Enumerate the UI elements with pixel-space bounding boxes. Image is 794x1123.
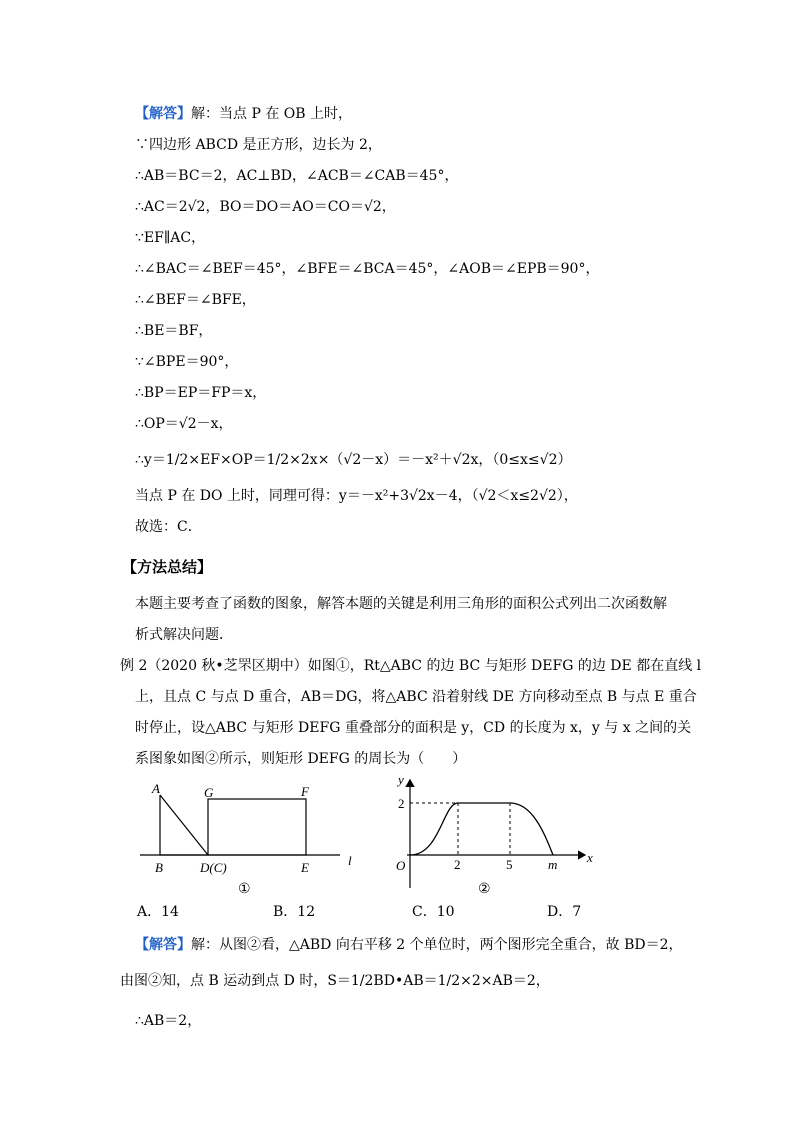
- example-line: 上，且点 C 与点 D 重合，AB＝DG，将△ABC 沿着射线 DE 方向移动至点 B 与点 E 重合: [135, 689, 697, 705]
- solution-line: ∴∠BAC＝∠BEF＝45°，∠BFE＝∠BCA＝45°，∠AOB＝∠EPB＝90°，: [135, 261, 600, 277]
- label-a: A: [152, 781, 160, 796]
- example-line: 系图象如图②所示，则矩形 DEFG 的周长为（ ）: [135, 751, 467, 767]
- label-dc: D(C): [200, 860, 227, 875]
- figure-2: [385, 770, 605, 900]
- triangle-abc: [160, 795, 208, 855]
- solution-2-line: [135, 935, 683, 955]
- solution-line: ∴AB＝BC＝2，AC⊥BD，∠ACB＝∠CAB＝45°，: [135, 168, 459, 184]
- figure-1: [130, 775, 370, 900]
- method-text: 本题主要考查了函数的图象，解答本题的关键是利用三角形的面积公式列出二次函数解: [135, 596, 667, 612]
- option-a: A．14: [137, 904, 179, 920]
- answer-tag: 【解答】: [135, 106, 191, 122]
- solution-2-line: ∴AB＝2，: [135, 1013, 202, 1029]
- solution-line: 故选：C．: [135, 519, 202, 535]
- label-l: l: [348, 853, 352, 868]
- figure-2-caption: ②: [478, 882, 491, 897]
- solution-line: ∴BP＝EP＝FP＝x，: [135, 385, 267, 401]
- solution-line: ∴OP＝√2－x，: [135, 416, 233, 432]
- option-b: B．12: [273, 904, 316, 920]
- option-c: C．10: [412, 904, 455, 920]
- rectangle-defg: [208, 799, 306, 855]
- tick-x-2: 2: [454, 857, 461, 872]
- solution-line: ∴AC＝2√2，BO＝DO＝AO＝CO＝√2，: [135, 199, 396, 215]
- solution-line: ∴∠BEF＝∠BFE，: [135, 292, 256, 308]
- axis-label-y: y: [398, 772, 404, 787]
- axis-label-x: x: [587, 850, 593, 865]
- label-b: B: [155, 860, 163, 875]
- formula-line: ∴y＝1/2×EF×OP＝1/2×2x×（√2－x）＝－x²＋√2x，（0≤x≤√2）: [135, 452, 572, 468]
- method-text: 析式解决问题．: [135, 627, 233, 643]
- solution-line: [135, 104, 352, 124]
- label-f: F: [301, 784, 309, 799]
- option-d: D．7: [547, 904, 582, 920]
- tick-x-m: m: [548, 857, 558, 872]
- answer-tag: 【解答】: [135, 937, 191, 953]
- label-g: G: [204, 785, 214, 800]
- example-line: 时停止，设△ABC 与矩形 DEFG 重叠部分的面积是 y，CD 的长度为 x，y 与 x 之间的关: [135, 720, 692, 736]
- example-line: 例 2（2020 秋•芝罘区期中）如图①，Rt△ABC 的边 BC 与矩形 DEFG 的边 DE 都在直线 l: [120, 658, 702, 674]
- solution-line: ∴BE＝BF，: [135, 323, 213, 339]
- tick-y-2: 2: [398, 796, 405, 811]
- label-e: E: [301, 860, 309, 875]
- solution-2-formula: 由图②知，点 B 运动到点 D 时，S＝1/2BD•AB＝1/2×2×AB＝2，: [120, 973, 550, 989]
- solution-line: ∵∠BPE＝90°，: [135, 354, 239, 370]
- solution-text: 解：从图②看，△ABD 向右平移 2 个单位时，两个图形完全重合，故 BD＝2，: [191, 937, 683, 953]
- solution-line: 当点 P 在 DO 上时，同理可得：y＝－x²+3√2x－4，（√2＜x≤2√2），: [135, 488, 578, 504]
- origin-label: O: [396, 858, 406, 873]
- solution-line: ∵EF∥AC，: [135, 230, 206, 246]
- figure-1-caption: ①: [238, 882, 251, 897]
- graph-curve: [410, 803, 553, 855]
- tick-x-5: 5: [506, 857, 513, 872]
- method-title: 【方法总结】: [122, 558, 213, 576]
- solution-text: 解：当点 P 在 OB 上时，: [191, 106, 352, 122]
- solution-line: ∵四边形 ABCD 是正方形，边长为 2，: [135, 137, 382, 153]
